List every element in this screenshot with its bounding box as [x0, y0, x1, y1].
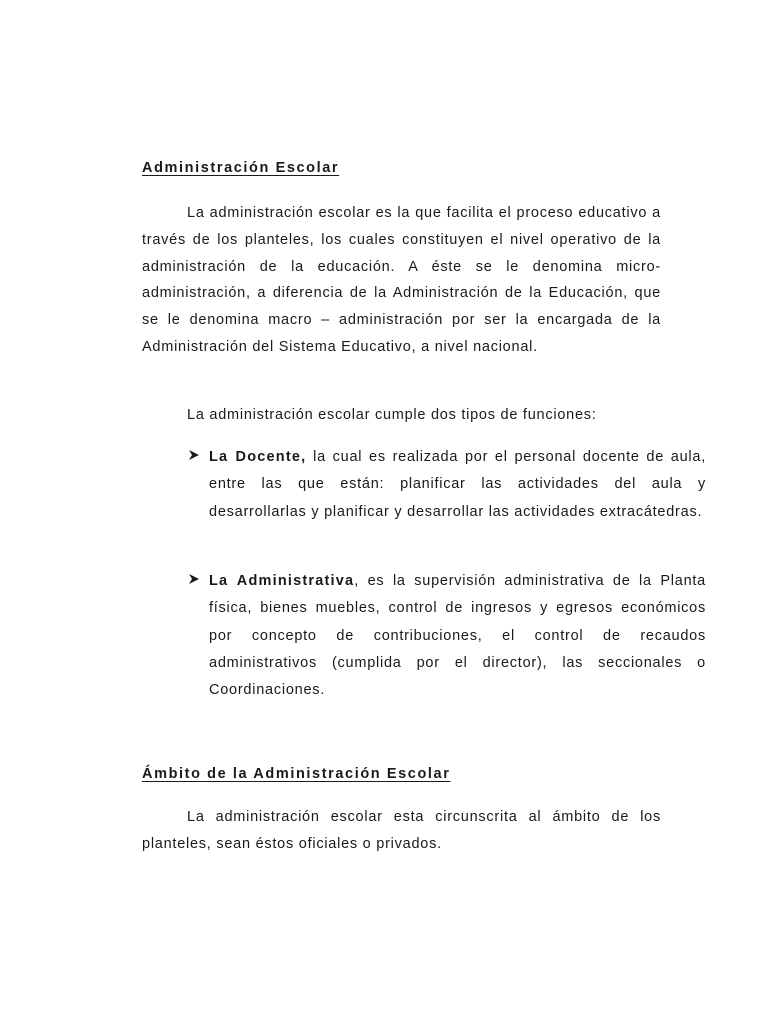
bullet-body-docente: la cual es realizada por el personal docente de aula, entre las que están: planificar las actividades del aula y desarrollarlas y planificar y desarrollar las actividades extracátedras. [209, 449, 706, 520]
bullet-text-docente [209, 444, 706, 526]
arrowhead-bullet-icon [187, 448, 201, 462]
bullet-lead-administrativa: La Administrativa [209, 573, 355, 589]
bullet-lead-docente: La Docente, [209, 449, 307, 465]
paragraph-functions-intro: La administración escolar cumple dos tipos de funciones: [187, 407, 597, 423]
bullet-text-administrativa [209, 568, 706, 704]
section-heading-administracion-escolar: Administración Escolar [142, 160, 340, 176]
section-heading-ambito: Ámbito de la Administración Escolar [142, 766, 451, 782]
arrowhead-bullet-icon [187, 572, 201, 586]
bullet-body-administrativa: , es la supervisión administrativa de la Planta física, bienes muebles, control de ingresos y egresos económicos por concepto de contribuciones, el control de recaudos administrativos (cumplida por el director), las seccionales o Coordinaciones. [209, 573, 706, 699]
paragraph-definition: La administración escolar es la que facilita el proceso educativo a través de los planteles, los cuales constituyen el nivel operativo de la administración de la educación. A éste se le denomina micro-administración, a diferencia de la Administración de la Educación, que se le denomina macro – administración por ser la encargada de la Administración del Sistema Educativo, a nivel nacional. [142, 205, 661, 355]
paragraph-ambito: La administración escolar esta circunscrita al ámbito de los planteles, sean éstos oficiales o privados. [142, 809, 661, 852]
